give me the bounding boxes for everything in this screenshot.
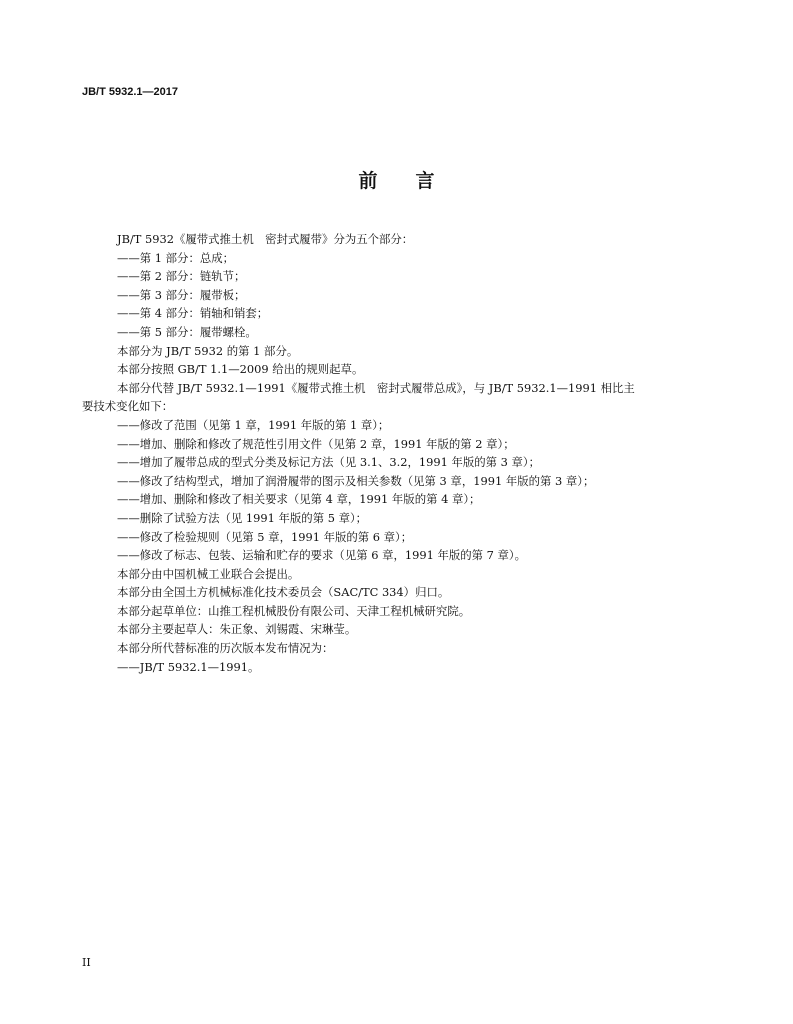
- part-list-item: ——第 5 部分：履带螺栓。: [117, 324, 257, 339]
- replaces-paragraph-line-2: 要技术变化如下：: [82, 399, 174, 414]
- drafting-rule: 本部分按照 GB/T 1.1—2009 给出的规则起草。: [117, 362, 364, 377]
- part-list-item: ——第 2 部分：链轨节；: [117, 269, 246, 284]
- change-list-item: ——修改了标志、包装、运输和贮存的要求（见第 6 章，1991 年版的第 7 章）。: [117, 548, 526, 563]
- replaces-paragraph-line-1: 本部分代替 JB/T 5932.1—1991《履带式推土机 密封式履带总成》，与 JB/T 5932.1—1991 相比主: [117, 380, 635, 395]
- managed-by: 本部分由全国土方机械标准化技术委员会（SAC/TC 334）归口。: [117, 585, 450, 600]
- part-list-item: ——第 1 部分：总成；: [117, 250, 235, 265]
- change-list-item: ——修改了范围（见第 1 章，1991 年版的第 1 章）；: [117, 417, 390, 432]
- part-statement: 本部分为 JB/T 5932 的第 1 部分。: [117, 343, 299, 358]
- page-title: [0, 166, 793, 193]
- drafting-units: 本部分起草单位：山推工程机械股份有限公司、天津工程机械研究院。: [117, 603, 471, 618]
- drafters: 本部分主要起草人：朱正象、刘锡霞、宋琳莹。: [117, 622, 357, 637]
- history-intro: 本部分所代替标准的历次版本发布情况为：: [117, 641, 334, 656]
- change-list-item: ——增加、删除和修改了相关要求（见第 4 章，1991 年版的第 4 章）；: [117, 492, 481, 507]
- intro-paragraph: JB/T 5932《履带式推土机 密封式履带》分为五个部分：: [117, 232, 414, 246]
- history-list-item: ——JB/T 5932.1—1991。: [117, 659, 260, 674]
- part-list-item: ——第 3 部分：履带板；: [117, 287, 246, 302]
- change-list-item: ——修改了结构型式，增加了润滑履带的图示及相关参数（见第 3 章，1991 年版的第 3 章）；: [117, 473, 595, 488]
- change-list-item: ——增加、删除和修改了规范性引用文件（见第 2 章，1991 年版的第 2 章）；: [117, 436, 515, 451]
- title-char-2: 言: [415, 170, 435, 192]
- proposed-by: 本部分由中国机械工业联合会提出。: [117, 566, 300, 581]
- title-char-1: 前: [358, 170, 378, 192]
- standard-code: JB/T 5932.1—2017: [82, 86, 179, 98]
- page-number: II: [82, 956, 91, 969]
- change-list-item: ——修改了检验规则（见第 5 章，1991 年版的第 6 章）；: [117, 529, 413, 544]
- part-list-item: ——第 4 部分：销轴和销套；: [117, 306, 269, 321]
- foreword-body: [82, 230, 712, 676]
- change-list-item: ——增加了履带总成的型式分类及标记方法（见 3.1、3.2，1991 年版的第 3 章）；: [117, 455, 540, 470]
- change-list-item: ——删除了试验方法（见 1991 年版的第 5 章）；: [117, 510, 368, 525]
